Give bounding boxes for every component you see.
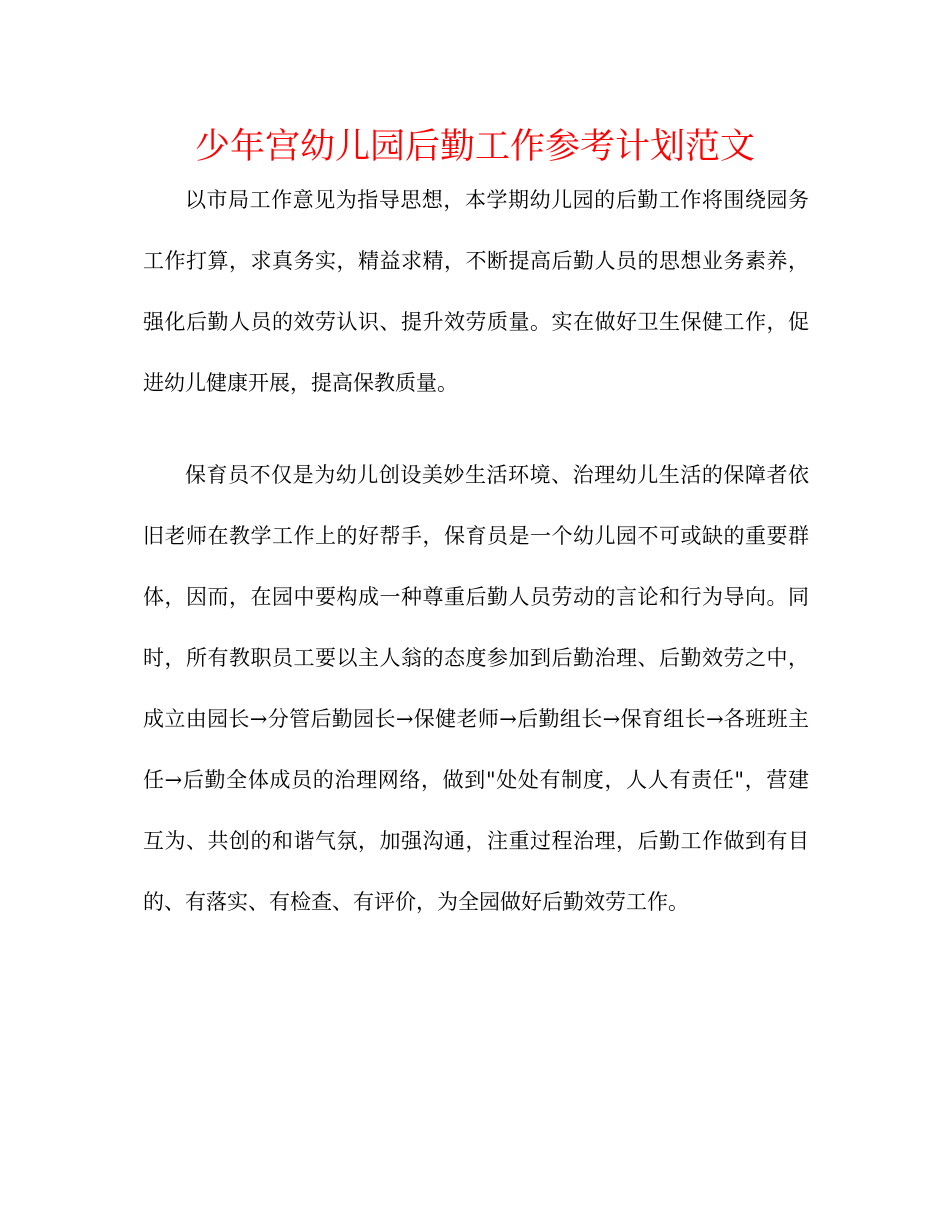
paragraph-2: 保育员不仅是为幼儿创设美妙生活环境、治理幼儿生活的保障者依旧老师在教学工作上的好帮手，保育员是一个幼儿园不可或缺的重要群体，因而，在园中要构成一种尊重后勤人员劳动的言论和行为导向。同时，所有教职员工要以主人翁的态度参加到后勤治理、后勤效劳之中，成立由园长→分管后勤园长→保健老师→后勤组长→保育组长→各班班主任→后勤全体成员的治理网络，做到"处处有制度，人人有责任"，营建互为、共创的和谐气氛，加强沟通，注重过程治理，后勤工作做到有目的、有落实、有检查、有评价，为全园做好后勤效劳工作。 xyxy=(143,463,809,914)
document-title: 少年宫幼儿园后勤工作参考计划范文 xyxy=(194,127,755,167)
paragraph-1: 以市局工作意见为指导思想，本学期幼儿园的后勤工作将围绕园务工作打算，求真务实，精益求精，不断提高后勤人员的思想业务素养，强化后勤人员的效劳认识、提升效劳质量。实在做好卫生保健工作，促进幼儿健康开展，提高保教质量。 xyxy=(143,188,809,395)
